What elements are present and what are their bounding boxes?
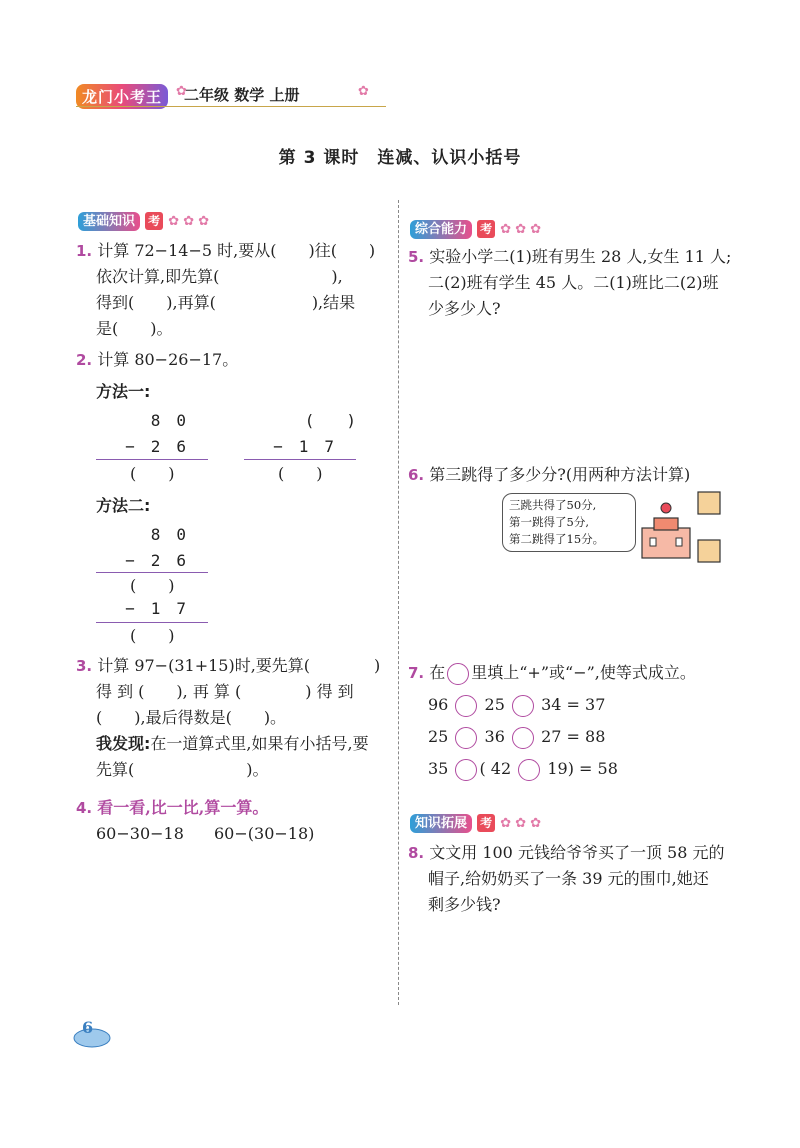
q7-text: 在: [429, 663, 446, 682]
butterfly-icon: ✿ ✿ ✿: [168, 214, 210, 229]
operand: 34 = 37: [541, 695, 606, 714]
column-divider: [398, 200, 399, 1005]
calc-result-blank: ( ): [278, 464, 323, 483]
q1-line: 依次计算,即先算( ),: [96, 267, 343, 286]
calc-mid-blank: ( ): [130, 576, 175, 595]
question-2: [76, 347, 238, 373]
kao-badge: 考: [145, 212, 163, 230]
podium-illustration: [636, 490, 728, 568]
question-number: 8.: [408, 844, 425, 862]
q3-line: 在一道算式里,如果有小括号,要: [150, 734, 369, 753]
grade-subject: 二年级 数学 上册: [184, 86, 300, 104]
question-6: [408, 462, 690, 488]
bubble-line: 三跳共得了50分,: [509, 498, 597, 512]
operand: 35: [428, 759, 449, 778]
calc-top: 8 0: [150, 411, 186, 430]
section-label: 综合能力: [410, 220, 472, 239]
operand: 25: [428, 727, 449, 746]
operand: 25: [484, 695, 505, 714]
question-5: [408, 244, 732, 322]
answer-circle[interactable]: [518, 759, 540, 781]
answer-circle[interactable]: [455, 759, 477, 781]
answer-circle[interactable]: [455, 695, 477, 717]
bubble-line: 第二跳得了15分。: [509, 532, 605, 546]
question-number: 1.: [76, 242, 93, 260]
question-number: 7.: [408, 664, 425, 682]
question-number: 3.: [76, 657, 93, 675]
kao-badge: 考: [477, 220, 495, 238]
equation-row: [428, 756, 618, 782]
speech-bubble: [502, 493, 636, 552]
q3-line: ( ),最后得数是( )。: [96, 708, 287, 727]
answer-circle[interactable]: [512, 695, 534, 717]
series-logo: 龙门小考王: [76, 84, 168, 109]
operand: 27 = 88: [541, 727, 606, 746]
question-number: 2.: [76, 351, 93, 369]
q1-line: 是( )。: [96, 319, 173, 338]
calc-top-blank: ( ): [304, 411, 356, 430]
expression-2: 60−(30−18): [214, 824, 315, 843]
question-number: 6.: [408, 466, 425, 484]
answer-circle[interactable]: [455, 727, 477, 749]
operand: 19) = 58: [547, 759, 618, 778]
calc-subtrahend: − 1 7: [125, 599, 186, 618]
section-extension: [410, 812, 541, 832]
q4-text: 看一看,比一比,算一算。: [97, 798, 269, 817]
q7-text: 里填上“+”或“−”,使等式成立。: [471, 663, 696, 682]
header-rule: [76, 106, 386, 107]
butterfly-icon: ✿ ✿ ✿: [500, 816, 542, 831]
calc-line: [244, 459, 356, 460]
method-two-label: 方法二:: [96, 496, 151, 515]
lesson-title: 第 3 课时 连减、认识小括号: [278, 148, 522, 168]
vertical-calc-b: [244, 408, 356, 460]
q1-line: 得到( ),再算( ),结果: [96, 293, 356, 312]
calc-result-blank: ( ): [130, 464, 175, 483]
page-number: 6: [82, 1018, 94, 1037]
question-1: [76, 238, 391, 342]
butterfly-icon: ✿ ✿ ✿: [500, 222, 542, 237]
method-one-label: 方法一:: [96, 382, 151, 401]
operand: ( 42: [479, 759, 512, 778]
q5-line: 实验小学二(1)班有男生 28 人,女生 11 人;: [429, 247, 732, 266]
question-number: 5.: [408, 248, 425, 266]
section-comprehensive: [410, 218, 541, 238]
calc-top: 8 0: [150, 525, 186, 544]
operand: 96: [428, 695, 449, 714]
bubble-line: 第一跳得了5分,: [509, 515, 589, 529]
q2-text: 计算 80−26−17。: [97, 350, 239, 369]
calc-subtrahend: − 2 6: [125, 437, 186, 456]
q8-line: 帽子,给奶奶买了一条 39 元的围巾,她还: [428, 869, 709, 888]
calc-subtrahend: − 1 7: [273, 437, 334, 456]
section-basic-knowledge: [78, 210, 209, 230]
q8-line: 剩多少钱?: [428, 895, 501, 914]
q5-line: 二(2)班有学生 45 人。二(1)班比二(2)班: [428, 273, 719, 292]
vertical-calc-a: [96, 408, 208, 460]
calc-result-blank: ( ): [130, 626, 175, 645]
q1-line: 计算 72−14−5 时,要从( )往( ): [97, 241, 376, 260]
equation-row: [428, 724, 605, 750]
kao-badge: 考: [477, 814, 495, 832]
expression-1: 60−30−18: [96, 824, 184, 843]
discovery-label: 我发现:: [96, 734, 151, 753]
q8-line: 文文用 100 元钱给爷爷买了一顶 58 元的: [429, 843, 725, 862]
q3-line: 先算( )。: [96, 760, 269, 779]
question-4: [76, 795, 268, 821]
question-8: [408, 840, 728, 918]
section-label: 基础知识: [78, 212, 140, 231]
calc-line: [96, 459, 208, 460]
section-label: 知识拓展: [410, 814, 472, 833]
question-7: [408, 660, 696, 686]
q3-line: 计算 97−(31+15)时,要先算( ): [97, 656, 381, 675]
operand: 36: [484, 727, 505, 746]
q5-line: 少多少人?: [428, 299, 501, 318]
vertical-calc-c: [96, 522, 208, 574]
calc-subtrahend: − 2 6: [125, 551, 186, 570]
equation-row: [428, 692, 605, 718]
question-3: [76, 653, 391, 783]
q3-line: 得 到 ( ), 再 算 ( ) 得 到: [96, 682, 354, 701]
butterfly-icon: ✿: [176, 84, 187, 99]
question-number: 4.: [76, 799, 93, 817]
butterfly-icon: ✿: [358, 84, 369, 99]
q6-text: 第三跳得了多少分?(用两种方法计算): [429, 465, 691, 484]
answer-circle[interactable]: [512, 727, 534, 749]
answer-circle[interactable]: [447, 663, 469, 685]
whale-icon: [70, 1022, 120, 1050]
